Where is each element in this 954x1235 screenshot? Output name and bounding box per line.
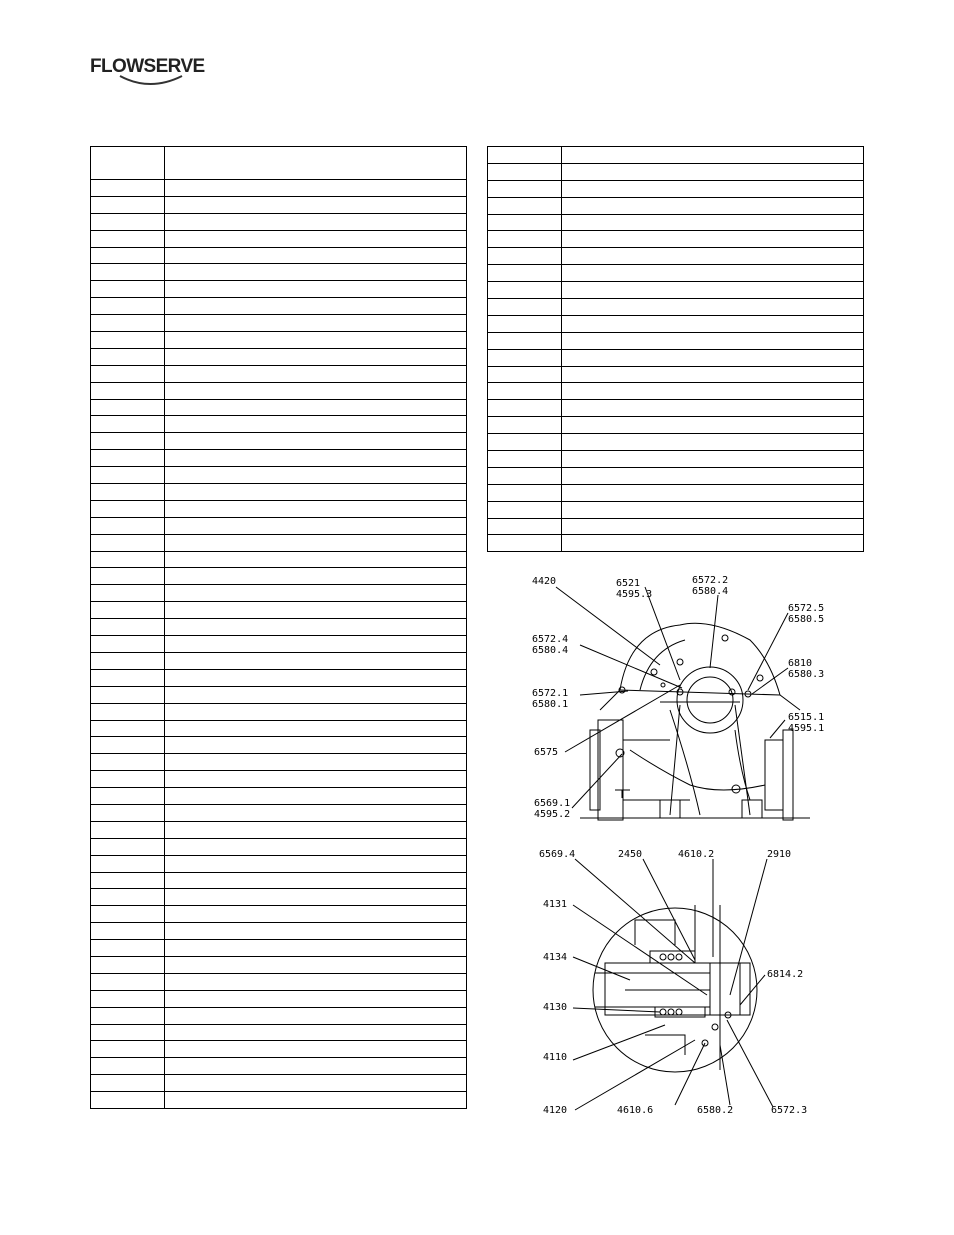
- ref-no-cell: [488, 231, 562, 248]
- callout-4130: 4130: [543, 1002, 568, 1013]
- parts-left-row: [91, 196, 467, 213]
- designation-cell: [562, 518, 864, 535]
- ref-no-cell: [91, 686, 165, 703]
- ref-no-cell: [488, 501, 562, 518]
- ref-no-cell: [488, 197, 562, 214]
- parts-left-row: [91, 1024, 467, 1041]
- designation-cell: [165, 956, 467, 973]
- parts-left-row: [91, 399, 467, 416]
- parts-left-row: [91, 264, 467, 281]
- ref-no-cell: [91, 990, 165, 1007]
- designation-cell: [165, 382, 467, 399]
- designation-cell: [165, 923, 467, 940]
- parts-right-row: [488, 214, 864, 231]
- ref-no-cell: [91, 416, 165, 433]
- parts-right-row: [488, 535, 864, 552]
- parts-right-row: [488, 467, 864, 484]
- parts-left-row: [91, 602, 467, 619]
- ref-no-cell: [91, 619, 165, 636]
- callout-4134: 4134: [543, 952, 568, 963]
- designation-cell: [165, 180, 467, 197]
- ref-no-cell: [91, 348, 165, 365]
- parts-left-row: [91, 281, 467, 298]
- callout-6580-4b: 6580.4: [532, 645, 569, 656]
- parts-left-row: [91, 754, 467, 771]
- ref-no-cell: [488, 400, 562, 417]
- ref-no-cell: [488, 451, 562, 468]
- parts-left-row: [91, 737, 467, 754]
- seal-detail-drawing: [535, 845, 835, 1125]
- callout-6814-2: 6814.2: [767, 969, 804, 980]
- parts-left-row: [91, 821, 467, 838]
- parts-left-row: [91, 147, 467, 180]
- ref-no-cell: [91, 365, 165, 382]
- designation-cell: [165, 636, 467, 653]
- designation-cell: [165, 1041, 467, 1058]
- ref-no-cell: [488, 248, 562, 265]
- callout-6572-1: 6572.1: [532, 688, 569, 699]
- designation-cell: [165, 1007, 467, 1024]
- ref-no-cell: [91, 264, 165, 281]
- ref-no-cell: [488, 332, 562, 349]
- ref-no-cell: [488, 349, 562, 366]
- designation-cell: [165, 889, 467, 906]
- designation-cell: [165, 703, 467, 720]
- ref-no-cell: [91, 636, 165, 653]
- ref-no-cell: [488, 434, 562, 451]
- designation-cell: [562, 501, 864, 518]
- designation-cell: [165, 1092, 467, 1109]
- designation-cell: [562, 248, 864, 265]
- parts-left-row: [91, 247, 467, 264]
- parts-left-row: [91, 703, 467, 720]
- designation-cell: [165, 147, 467, 180]
- callout-6580-4a: 6580.4: [692, 586, 729, 597]
- ref-no-cell: [91, 804, 165, 821]
- parts-left-row: [91, 213, 467, 230]
- parts-left-row: [91, 940, 467, 957]
- callout-4595-3: 4595.3: [616, 589, 653, 600]
- ref-no-cell: [91, 754, 165, 771]
- parts-left-row: [91, 517, 467, 534]
- ref-no-cell: [91, 652, 165, 669]
- designation-cell: [165, 433, 467, 450]
- designation-cell: [562, 417, 864, 434]
- ref-no-cell: [91, 399, 165, 416]
- designation-cell: [165, 940, 467, 957]
- ref-no-cell: [91, 484, 165, 501]
- designation-cell: [165, 365, 467, 382]
- parts-left-row: [91, 720, 467, 737]
- designation-cell: [165, 619, 467, 636]
- designation-cell: [165, 720, 467, 737]
- parts-left-row: [91, 838, 467, 855]
- parts-left-row: [91, 669, 467, 686]
- ref-no-cell: [91, 923, 165, 940]
- parts-left-row: [91, 365, 467, 382]
- parts-left-row: [91, 636, 467, 653]
- parts-right-row: [488, 434, 864, 451]
- parts-left-row: [91, 889, 467, 906]
- callout-6580-5: 6580.5: [788, 614, 825, 625]
- designation-cell: [165, 686, 467, 703]
- parts-left-row: [91, 416, 467, 433]
- parts-left-row: [91, 788, 467, 805]
- designation-cell: [165, 484, 467, 501]
- parts-left-row: [91, 973, 467, 990]
- designation-cell: [165, 568, 467, 585]
- designation-cell: [165, 821, 467, 838]
- ref-no-cell: [91, 602, 165, 619]
- callout-4120: 4120: [543, 1105, 568, 1116]
- ref-no-cell: [91, 1092, 165, 1109]
- ref-no-cell: [91, 872, 165, 889]
- ref-no-cell: [488, 180, 562, 197]
- callout-6572-2: 6572.2: [692, 575, 729, 586]
- callout-6580-2: 6580.2: [697, 1105, 734, 1116]
- logo-swoosh-icon: [90, 52, 208, 92]
- designation-cell: [165, 416, 467, 433]
- parts-right-row: [488, 417, 864, 434]
- parts-right-row: [488, 451, 864, 468]
- ref-no-cell: [91, 196, 165, 213]
- designation-cell: [562, 400, 864, 417]
- designation-cell: [562, 163, 864, 180]
- parts-list-table-left: [90, 146, 467, 1109]
- designation-cell: [165, 585, 467, 602]
- ref-no-cell: [91, 1075, 165, 1092]
- ref-no-cell: [91, 821, 165, 838]
- parts-left-row: [91, 500, 467, 517]
- ref-no-cell: [488, 214, 562, 231]
- designation-cell: [165, 230, 467, 247]
- callout-2450: 2450: [618, 849, 643, 860]
- parts-list-table-right: [487, 146, 864, 552]
- ref-no-cell: [91, 585, 165, 602]
- parts-left-row: [91, 230, 467, 247]
- parts-left-row: [91, 467, 467, 484]
- parts-left-row: [91, 382, 467, 399]
- parts-right-row: [488, 484, 864, 501]
- ref-no-cell: [488, 282, 562, 299]
- parts-right-row: [488, 265, 864, 282]
- ref-no-cell: [91, 788, 165, 805]
- parts-left-row: [91, 484, 467, 501]
- parts-left-row: [91, 619, 467, 636]
- parts-right-row: [488, 518, 864, 535]
- ref-no-cell: [488, 147, 562, 164]
- callout-6521: 6521: [616, 578, 641, 589]
- parts-left-row: [91, 906, 467, 923]
- designation-cell: [165, 754, 467, 771]
- designation-cell: [165, 534, 467, 551]
- ref-no-cell: [488, 518, 562, 535]
- parts-right-row: [488, 147, 864, 164]
- ref-no-cell: [488, 315, 562, 332]
- designation-cell: [165, 838, 467, 855]
- ref-no-cell: [91, 1024, 165, 1041]
- ref-no-cell: [91, 147, 165, 180]
- ref-no-cell: [488, 484, 562, 501]
- ref-no-cell: [91, 1007, 165, 1024]
- ref-no-cell: [91, 940, 165, 957]
- parts-right-row: [488, 400, 864, 417]
- ref-no-cell: [91, 213, 165, 230]
- designation-cell: [165, 990, 467, 1007]
- ref-no-cell: [488, 535, 562, 552]
- callout-6515-1: 6515.1: [788, 712, 825, 723]
- ref-no-cell: [91, 1058, 165, 1075]
- parts-left-row: [91, 1058, 467, 1075]
- ref-no-cell: [91, 450, 165, 467]
- callout-4610-2: 4610.2: [678, 849, 715, 860]
- callout-6580-1: 6580.1: [532, 699, 569, 710]
- ref-no-cell: [488, 163, 562, 180]
- ref-no-cell: [91, 467, 165, 484]
- ref-no-cell: [91, 332, 165, 349]
- ref-no-cell: [91, 737, 165, 754]
- ref-no-cell: [91, 315, 165, 332]
- parts-left-row: [91, 568, 467, 585]
- ref-no-cell: [91, 956, 165, 973]
- designation-cell: [165, 332, 467, 349]
- ref-no-cell: [488, 265, 562, 282]
- callout-4110: 4110: [543, 1052, 568, 1063]
- ref-no-cell: [91, 247, 165, 264]
- parts-left-row: [91, 686, 467, 703]
- parts-left-row: [91, 1092, 467, 1109]
- designation-cell: [562, 282, 864, 299]
- parts-right-row: [488, 315, 864, 332]
- ref-no-cell: [91, 230, 165, 247]
- parts-left-row: [91, 804, 467, 821]
- parts-left-row: [91, 771, 467, 788]
- designation-cell: [562, 214, 864, 231]
- ref-no-cell: [91, 500, 165, 517]
- designation-cell: [165, 855, 467, 872]
- ref-no-cell: [91, 855, 165, 872]
- parts-left-row: [91, 990, 467, 1007]
- parts-left-row: [91, 652, 467, 669]
- designation-cell: [562, 366, 864, 383]
- designation-cell: [165, 348, 467, 365]
- ref-no-cell: [91, 838, 165, 855]
- designation-cell: [562, 315, 864, 332]
- callout-4595-1: 4595.1: [788, 723, 825, 734]
- designation-cell: [165, 872, 467, 889]
- designation-cell: [165, 298, 467, 315]
- designation-cell: [165, 264, 467, 281]
- designation-cell: [562, 535, 864, 552]
- parts-right-row: [488, 231, 864, 248]
- designation-cell: [562, 383, 864, 400]
- parts-right-row: [488, 163, 864, 180]
- parts-left-row: [91, 923, 467, 940]
- designation-cell: [165, 973, 467, 990]
- designation-cell: [165, 315, 467, 332]
- parts-left-row: [91, 1007, 467, 1024]
- parts-left-row: [91, 1041, 467, 1058]
- designation-cell: [165, 737, 467, 754]
- designation-cell: [562, 180, 864, 197]
- ref-no-cell: [91, 281, 165, 298]
- ref-no-cell: [488, 366, 562, 383]
- ref-no-cell: [91, 703, 165, 720]
- parts-left-row: [91, 298, 467, 315]
- designation-cell: [562, 467, 864, 484]
- designation-cell: [165, 500, 467, 517]
- parts-right-row: [488, 349, 864, 366]
- parts-right-row: [488, 366, 864, 383]
- designation-cell: [562, 434, 864, 451]
- ref-no-cell: [488, 417, 562, 434]
- ref-no-cell: [91, 1041, 165, 1058]
- parts-right-row: [488, 180, 864, 197]
- ref-no-cell: [91, 771, 165, 788]
- callout-4610-6: 4610.6: [617, 1105, 654, 1116]
- designation-cell: [165, 771, 467, 788]
- designation-cell: [562, 299, 864, 316]
- parts-right-row: [488, 248, 864, 265]
- designation-cell: [165, 450, 467, 467]
- parts-left-row: [91, 534, 467, 551]
- brand-name: FLOWSERVE: [90, 56, 205, 77]
- designation-cell: [562, 484, 864, 501]
- ref-no-cell: [91, 889, 165, 906]
- callout-6810: 6810: [788, 658, 813, 669]
- ref-no-cell: [91, 534, 165, 551]
- callout-4131: 4131: [543, 899, 568, 910]
- parts-left-row: [91, 956, 467, 973]
- designation-cell: [562, 231, 864, 248]
- parts-left-row: [91, 180, 467, 197]
- callout-6572-4: 6572.4: [532, 634, 569, 645]
- pump-section-drawing: [520, 570, 840, 825]
- designation-cell: [165, 788, 467, 805]
- parts-left-row: [91, 872, 467, 889]
- ref-no-cell: [91, 720, 165, 737]
- ref-no-cell: [91, 973, 165, 990]
- callout-4420: 4420: [532, 576, 557, 587]
- parts-left-row: [91, 585, 467, 602]
- ref-no-cell: [91, 433, 165, 450]
- ref-no-cell: [91, 517, 165, 534]
- designation-cell: [165, 1075, 467, 1092]
- designation-cell: [165, 196, 467, 213]
- designation-cell: [165, 247, 467, 264]
- ref-no-cell: [488, 299, 562, 316]
- designation-cell: [165, 467, 467, 484]
- ref-no-cell: [91, 906, 165, 923]
- flowserve-logo: [90, 52, 208, 92]
- designation-cell: [165, 517, 467, 534]
- designation-cell: [165, 804, 467, 821]
- ref-no-cell: [91, 669, 165, 686]
- designation-cell: [562, 451, 864, 468]
- parts-left-row: [91, 855, 467, 872]
- designation-cell: [165, 281, 467, 298]
- designation-cell: [165, 213, 467, 230]
- designation-cell: [165, 399, 467, 416]
- parts-right-row: [488, 282, 864, 299]
- designation-cell: [562, 197, 864, 214]
- designation-cell: [562, 265, 864, 282]
- callout-6569-1: 6569.1: [534, 798, 571, 809]
- designation-cell: [165, 551, 467, 568]
- callout-6572-3: 6572.3: [771, 1105, 808, 1116]
- designation-cell: [165, 652, 467, 669]
- parts-left-row: [91, 348, 467, 365]
- callout-6580-3: 6580.3: [788, 669, 825, 680]
- callout-6572-5: 6572.5: [788, 603, 825, 614]
- parts-right-row: [488, 299, 864, 316]
- parts-left-row: [91, 551, 467, 568]
- parts-left-row: [91, 1075, 467, 1092]
- designation-cell: [165, 602, 467, 619]
- designation-cell: [165, 906, 467, 923]
- ref-no-cell: [91, 568, 165, 585]
- designation-cell: [562, 147, 864, 164]
- ref-no-cell: [488, 467, 562, 484]
- designation-cell: [562, 332, 864, 349]
- callout-2910: 2910: [767, 849, 792, 860]
- parts-right-row: [488, 383, 864, 400]
- designation-cell: [562, 349, 864, 366]
- callout-6575: 6575: [534, 747, 559, 758]
- parts-right-row: [488, 197, 864, 214]
- parts-right-row: [488, 332, 864, 349]
- parts-left-row: [91, 450, 467, 467]
- parts-right-row: [488, 501, 864, 518]
- parts-left-row: [91, 433, 467, 450]
- ref-no-cell: [488, 383, 562, 400]
- designation-cell: [165, 1058, 467, 1075]
- ref-no-cell: [91, 298, 165, 315]
- ref-no-cell: [91, 180, 165, 197]
- callout-6569-4: 6569.4: [539, 849, 576, 860]
- callout-4595-2: 4595.2: [534, 809, 571, 820]
- parts-left-row: [91, 315, 467, 332]
- ref-no-cell: [91, 382, 165, 399]
- designation-cell: [165, 1024, 467, 1041]
- ref-no-cell: [91, 551, 165, 568]
- parts-left-row: [91, 332, 467, 349]
- designation-cell: [165, 669, 467, 686]
